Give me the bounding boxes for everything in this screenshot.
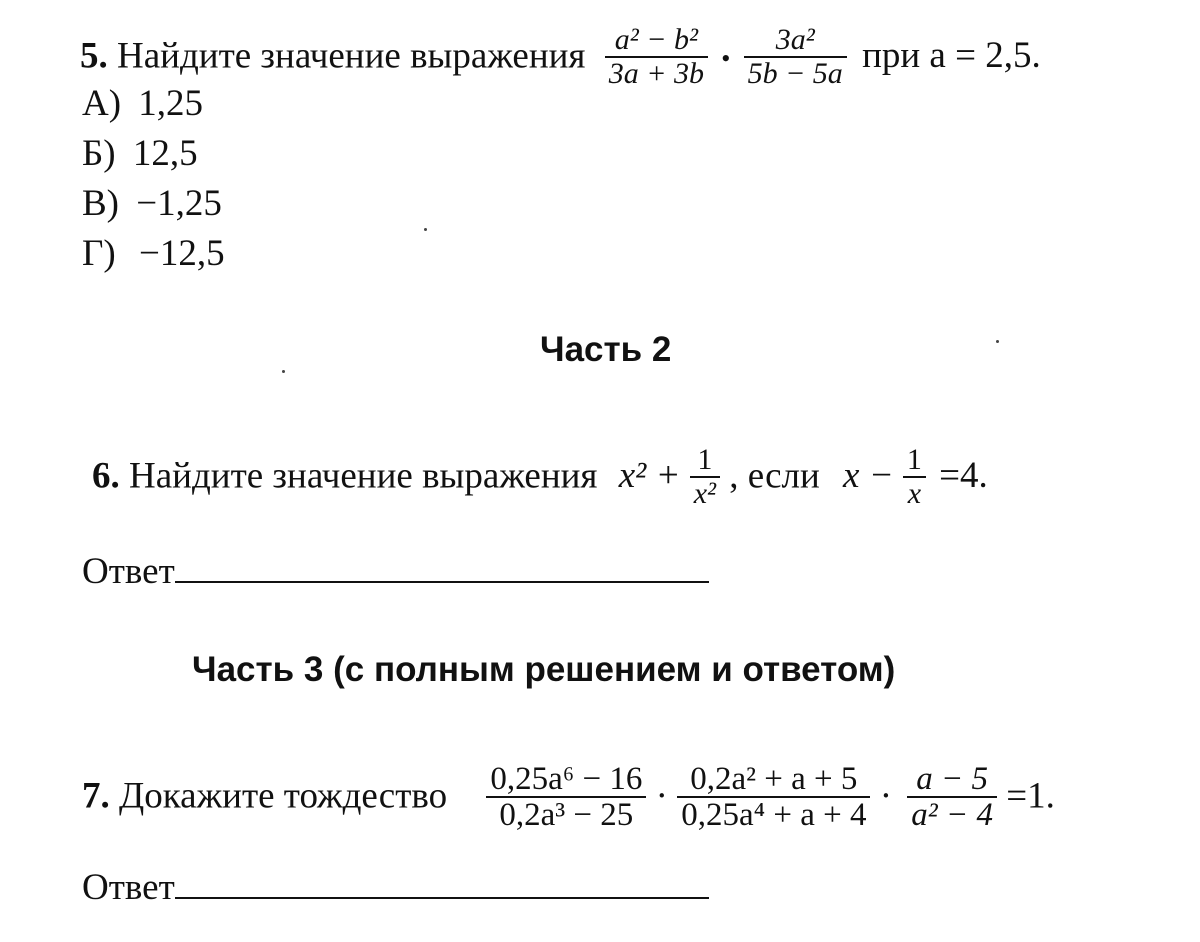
part-3-heading: Часть 3 (с полным решением и ответом) (192, 650, 896, 689)
fraction-denominator: 0,25a⁴ + a + 4 (677, 796, 870, 832)
fraction-numerator: a − 5 (916, 761, 989, 797)
expression-part: x − (843, 455, 894, 497)
question-number: 7. (82, 775, 110, 817)
question-text: Найдите значение выражения (129, 455, 598, 497)
multiply-operator: · (655, 775, 668, 817)
question-text: Найдите значение выражения (117, 35, 586, 77)
fraction-numerator: a² − b² (614, 23, 698, 56)
part-2-heading: Часть 2 (540, 330, 672, 369)
question-tail: =1. (1006, 775, 1055, 817)
fraction-denominator: x (903, 476, 926, 510)
question-tail: при a = 2,5. (862, 35, 1041, 77)
option-letter: Г) (82, 233, 116, 274)
question-number: 5. (80, 35, 108, 77)
multiply-operator: · (879, 775, 893, 817)
answer-label: Ответ (82, 867, 175, 908)
answer-line-2[interactable] (82, 866, 709, 910)
answer-blank[interactable] (175, 897, 709, 899)
question-tail: =4. (939, 455, 988, 497)
option-b[interactable] (82, 132, 198, 176)
fraction-denominator: 3a + 3b (605, 56, 708, 90)
option-value: −12,5 (138, 233, 225, 274)
fraction-numerator: 0,25a⁶ − 16 (490, 761, 643, 797)
fraction-1 (486, 762, 646, 832)
option-v[interactable] (82, 182, 222, 226)
scan-speck (282, 370, 285, 373)
fraction-1 (690, 444, 720, 510)
fraction-1 (605, 24, 708, 90)
option-letter: Б) (82, 133, 116, 174)
fraction-denominator: 5b − 5a (744, 56, 847, 90)
option-letter: В) (82, 183, 119, 224)
question-5 (80, 23, 1041, 92)
question-6 (92, 443, 988, 512)
scan-speck (996, 340, 999, 343)
fraction-numerator: 1 (906, 443, 922, 476)
fraction-2 (677, 762, 870, 832)
option-value: 12,5 (132, 133, 198, 174)
expression-part: x² + (618, 455, 681, 497)
fraction-numerator: 3a² (775, 23, 815, 56)
fraction-2 (744, 24, 847, 90)
option-letter: А) (82, 83, 122, 124)
option-value: 1,25 (138, 83, 204, 124)
fraction-numerator: 1 (697, 443, 713, 476)
fraction-denominator: 0,2a³ − 25 (486, 796, 646, 832)
option-a[interactable] (82, 82, 203, 126)
fraction-denominator: a² − 4 (907, 796, 997, 832)
question-text: Докажите тождество (119, 775, 448, 817)
scan-speck (424, 228, 427, 231)
condition-text: , если (729, 455, 820, 497)
fraction-2 (903, 444, 926, 510)
question-7 (82, 761, 1055, 834)
multiply-operator: • (721, 44, 731, 74)
fraction-3 (907, 762, 997, 832)
answer-label: Ответ (82, 551, 175, 592)
option-value: −1,25 (136, 183, 222, 224)
fraction-denominator: x² (690, 476, 720, 510)
answer-line-1[interactable] (82, 550, 709, 594)
fraction-numerator: 0,2a² + a + 5 (690, 761, 858, 797)
answer-blank[interactable] (175, 581, 709, 583)
question-number: 6. (92, 455, 120, 497)
option-g[interactable] (82, 232, 225, 276)
